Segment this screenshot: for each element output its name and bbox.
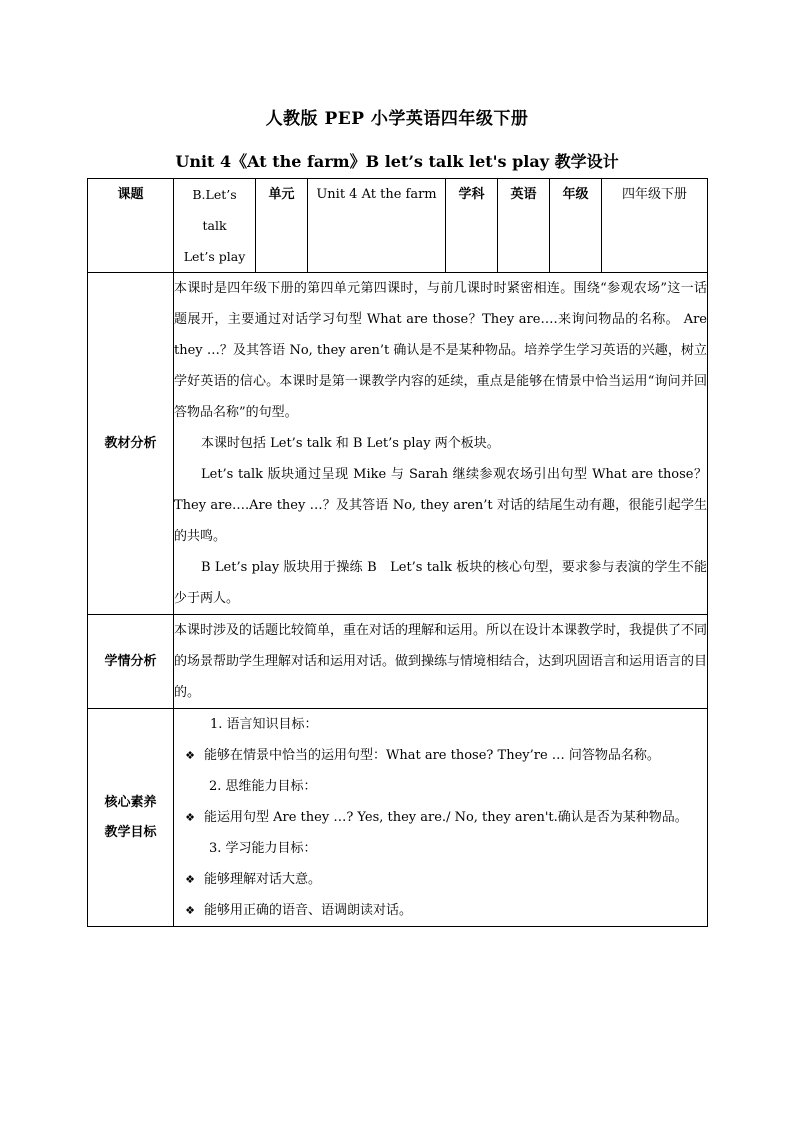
goal1-bullet-item xyxy=(176,740,707,771)
topic-value xyxy=(174,179,256,273)
diamond-bullet-icon: ❖ xyxy=(185,749,195,762)
subject-label: 学科 xyxy=(446,179,498,273)
analysis-paragraph-2: 本课时包括 Let’s talk 和 B Let’s play 两个板块。 xyxy=(201,436,500,451)
goal1-bullet-text: 能够在情景中恰当的运用句型：What are those? They’re … 问答物品名称。 xyxy=(204,748,660,763)
analysis-label: 教材分析 xyxy=(88,273,174,615)
analysis-content xyxy=(174,273,708,615)
goal3-heading: 3. 学习能力目标： xyxy=(209,841,317,856)
lesson-plan-table xyxy=(87,178,708,927)
goal3-bullet-text-1: 能够理解对话大意。 xyxy=(204,872,322,887)
diamond-bullet-icon: ❖ xyxy=(185,811,195,824)
learner-paragraph: 本课时涉及的话题比较简单，重在对话的理解和运用。所以在设计本课教学时，我提供了不同的场景帮助学生理解对话和运用对话。做到操练与情境相结合，达到巩固语言和运用语言的目的。 xyxy=(174,623,708,700)
goals-label xyxy=(88,709,174,927)
goal2-heading: 2. 思维能力目标： xyxy=(209,779,317,794)
goals-label-line-2: 教学目标 xyxy=(104,824,157,840)
learner-label: 学情分析 xyxy=(88,615,174,709)
analysis-paragraph-1: 本课时是四年级下册的第四单元第四课时，与前几课时时紧密相连。围绕“参观农场”这一话题展开，主要通过对话学习句型 What are those？They are….来询问物品的名称。 Are they …？及其答语 No, they aren’t 确认是不是某种物品。培养学生学习英语的兴趣，树立学好英语的信心。本课时是第一课教学内容的延续，重点是能够在情景中恰当运用“询问并回答物品名称”的句型。 xyxy=(174,281,707,420)
document-subtitle: Unit 4《At the farm》B let’s talk let's play 教学设计 xyxy=(175,152,619,171)
diamond-bullet-icon: ❖ xyxy=(185,873,195,886)
goal3-bullet-text-2: 能够用正确的语音、语调朗读对话。 xyxy=(204,903,413,918)
learner-row xyxy=(88,615,708,709)
diamond-bullet-icon: ❖ xyxy=(185,904,195,917)
grade-label: 年级 xyxy=(550,179,602,273)
topic-line-2: talk xyxy=(202,218,227,233)
topic-line-1: B.Let’s xyxy=(192,187,237,202)
goals-label-line-1: 核心素养 xyxy=(104,794,157,810)
analysis-paragraph-4: B Let’s play 版块用于操练 B Let’s talk 板块的核心句型，要求参与表演的学生不能少于两人。 xyxy=(174,560,707,606)
goal1-heading: 1. 语言知识目标： xyxy=(210,717,318,732)
learner-content xyxy=(174,615,708,709)
goals-content xyxy=(174,709,708,927)
goal3-bullet-item-1 xyxy=(176,864,707,895)
analysis-row xyxy=(88,273,708,615)
subject-value: 英语 xyxy=(498,179,550,273)
unit-value: Unit 4 At the farm xyxy=(308,179,446,273)
goal2-bullet-item xyxy=(176,802,707,833)
grade-value: 四年级下册 xyxy=(602,179,708,273)
topic-line-3: Let’s play xyxy=(183,249,246,264)
header-row xyxy=(88,179,708,273)
goal2-bullet-text: 能运用句型 Are they …? Yes, they are./ No, they aren't.确认是否为某种物品。 xyxy=(204,810,688,825)
goal3-bullet-item-2 xyxy=(176,895,707,926)
goals-row xyxy=(88,709,708,927)
analysis-paragraph-3: Let’s talk 版块通过呈现 Mike 与 Sarah 继续参观农场引出句型 What are those？They are….Are they …？及其答语 No, they aren’t 对话的结尾生动有趣，很能引起学生的共鸣。 xyxy=(174,467,707,544)
topic-label: 课题 xyxy=(88,179,174,273)
unit-label: 单元 xyxy=(256,179,308,273)
document-title: 人教版 PEP 小学英语四年级下册 xyxy=(265,109,529,129)
